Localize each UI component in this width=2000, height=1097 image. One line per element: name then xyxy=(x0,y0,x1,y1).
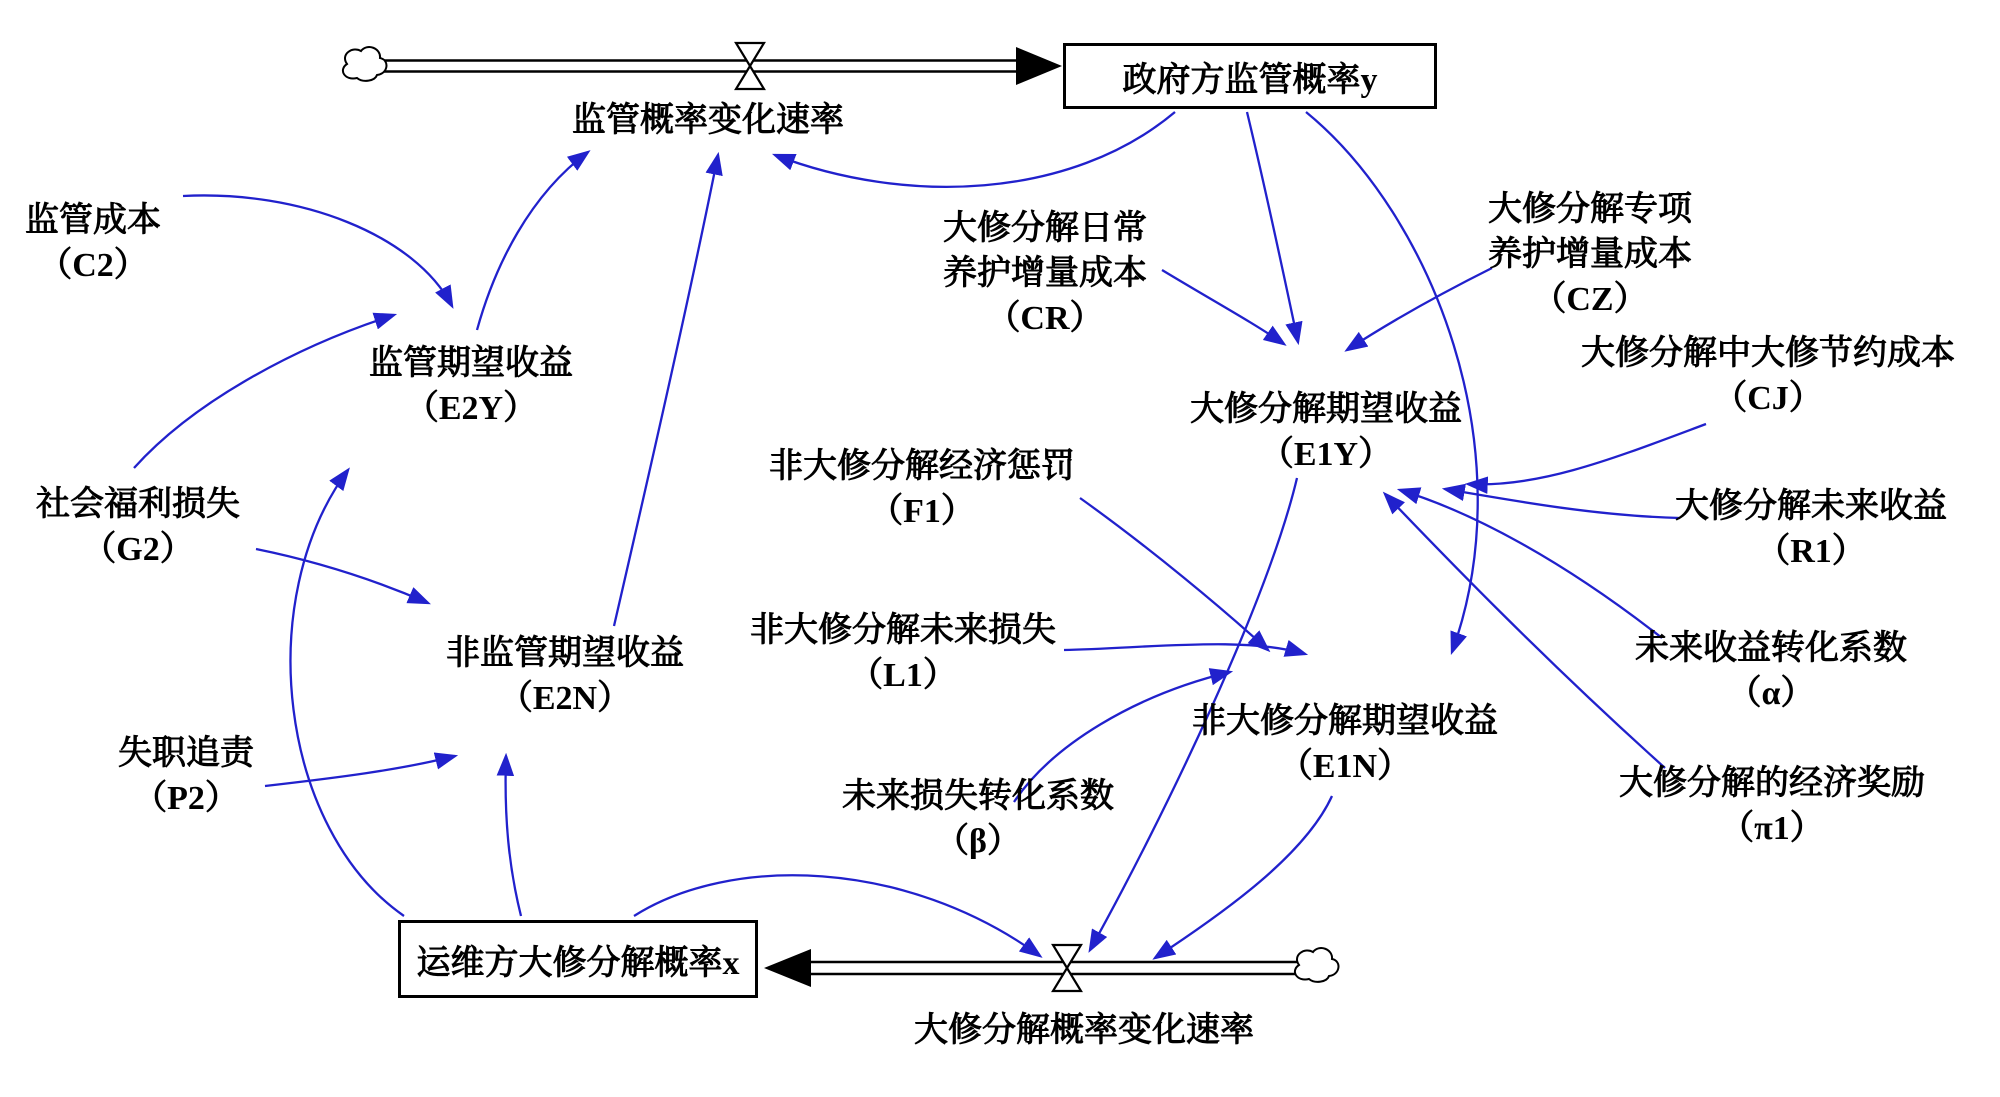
var-r1-name: 大修分解未来收益 xyxy=(1675,488,1947,525)
var-f1-name: 非大修分解经济惩罚 xyxy=(769,448,1075,485)
link-x-to-e2n xyxy=(506,756,521,916)
var-p2-symbol: （P2） xyxy=(133,780,239,817)
var-e1n-symbol: （E1N） xyxy=(1278,748,1412,785)
var-alpha-symbol: （α） xyxy=(1727,675,1815,712)
var-cz xyxy=(1488,187,1692,322)
valve-icon-bottom xyxy=(1053,945,1081,991)
link-y-to-e1n xyxy=(1306,112,1478,652)
link-g2-to-e2n xyxy=(256,549,428,603)
var-cr xyxy=(943,206,1147,341)
var-e2n xyxy=(446,631,684,721)
var-e1y-name: 大修分解期望收益 xyxy=(1190,391,1462,428)
flow-pipe-regulation xyxy=(383,61,1016,72)
link-cz-to-e1y xyxy=(1347,268,1492,350)
var-beta xyxy=(842,774,1114,864)
var-cr-name-line1: 大修分解日常 xyxy=(943,210,1147,247)
link-y-to-e1y xyxy=(1247,112,1298,342)
var-beta-name: 未来损失转化系数 xyxy=(842,778,1114,815)
var-e1y-symbol: （E1Y） xyxy=(1259,436,1393,473)
var-cz-name-line1: 大修分解专项 xyxy=(1488,191,1692,228)
var-g2 xyxy=(36,482,240,572)
var-l1 xyxy=(750,608,1056,698)
stock-government-regulation-probability-y xyxy=(1063,43,1437,109)
var-cj-symbol: （CJ） xyxy=(1713,380,1823,417)
var-cr-name-line2: 养护增量成本 xyxy=(943,255,1147,292)
stock-y-label: 政府方监管概率y xyxy=(1122,61,1378,99)
var-p2-name: 失职追责 xyxy=(118,735,254,772)
var-e2n-symbol: （E2N） xyxy=(498,680,632,717)
link-alpha-to-e1y xyxy=(1400,490,1662,638)
var-e1y xyxy=(1190,387,1462,477)
var-r1-symbol: （R1） xyxy=(1756,533,1866,570)
rate-label-regulation-probability-change: 监管概率变化速率 xyxy=(572,102,844,139)
var-e1n xyxy=(1192,699,1498,789)
var-p2 xyxy=(118,731,254,821)
var-c2-name: 监管成本 xyxy=(25,202,161,239)
stock-x-label: 运维方大修分解概率x xyxy=(416,944,740,982)
var-l1-symbol: （L1） xyxy=(849,657,957,694)
var-r1 xyxy=(1675,484,1947,574)
var-l1-name: 非大修分解未来损失 xyxy=(750,612,1056,649)
var-f1-symbol: （F1） xyxy=(869,493,975,530)
cloud-icon-top xyxy=(343,47,387,81)
link-e2n-to-rate-y xyxy=(614,155,718,626)
var-e2y-symbol: （E2Y） xyxy=(404,390,538,427)
var-cr-symbol: （CR） xyxy=(986,300,1104,337)
link-f1-to-e1n xyxy=(1080,498,1268,650)
link-c2-to-e2y xyxy=(183,195,452,306)
flow-arrowhead-into-stock-x xyxy=(764,949,811,987)
rate-label-overhaul-probability-change: 大修分解概率变化速率 xyxy=(914,1012,1254,1049)
link-r1-to-e1y xyxy=(1445,489,1680,518)
var-pi1-symbol: （π1） xyxy=(1720,810,1824,847)
var-cz-name-line2: 养护增量成本 xyxy=(1488,236,1692,273)
cloud-icon-bottom xyxy=(1295,948,1339,982)
var-alpha-name: 未来收益转化系数 xyxy=(1635,630,1907,667)
valve-icon-top xyxy=(736,43,764,89)
var-f1 xyxy=(769,444,1075,534)
var-e1n-name: 非大修分解期望收益 xyxy=(1192,703,1498,740)
var-cj xyxy=(1581,331,1955,421)
var-e2y xyxy=(369,341,573,431)
link-x-to-e2y xyxy=(291,470,404,916)
var-beta-symbol: （β） xyxy=(935,823,1021,860)
var-e2n-name: 非监管期望收益 xyxy=(446,635,684,672)
flow-pipe-overhaul xyxy=(811,962,1300,974)
stock-operator-overhaul-decomposition-probability-x xyxy=(398,920,758,998)
link-g2-to-e2y xyxy=(134,315,394,468)
var-cj-name: 大修分解中大修节约成本 xyxy=(1581,335,1955,372)
var-g2-symbol: （G2） xyxy=(82,531,194,568)
link-l1-to-e1n xyxy=(1064,644,1305,654)
link-e1n-to-rate-x xyxy=(1155,796,1332,958)
var-c2-symbol: （C2） xyxy=(38,247,148,284)
var-pi1 xyxy=(1619,761,1925,851)
link-e2y-to-rate-y xyxy=(477,152,588,330)
link-cr-to-e1y xyxy=(1162,270,1284,344)
link-p2-to-e2n xyxy=(265,756,455,786)
var-pi1-name: 大修分解的经济奖励 xyxy=(1619,765,1925,802)
var-cz-symbol: （CZ） xyxy=(1532,281,1648,318)
flow-arrowhead-into-stock-y xyxy=(1016,47,1062,85)
var-g2-name: 社会福利损失 xyxy=(36,486,240,523)
link-cj-to-e1y xyxy=(1468,424,1706,484)
var-alpha xyxy=(1635,626,1907,716)
var-c2 xyxy=(25,198,161,288)
var-e2y-name: 监管期望收益 xyxy=(369,345,573,382)
